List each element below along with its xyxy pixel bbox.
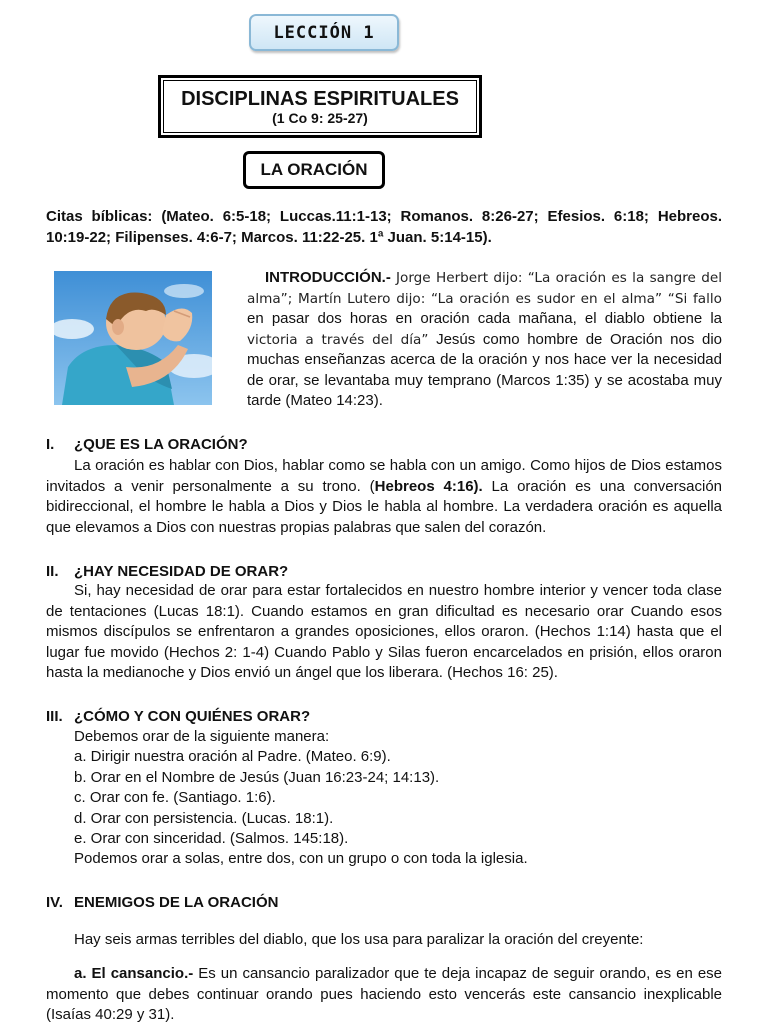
section-3-intro: Debemos orar de la siguiente manera: <box>74 728 330 745</box>
citations-label: Citas bíblicas: <box>46 208 153 225</box>
section-3-closing: Podemos orar a solas, entre dos, con un grupo o con toda la iglesia. <box>74 850 528 868</box>
section-2-heading <box>46 562 288 582</box>
section-1-title: ¿QUE ES LA ORACIÓN? <box>74 436 248 453</box>
list-item: a. Dirigir nuestra oración al Padre. (Mateo. 6:9). <box>74 748 391 766</box>
list-item: d. Orar con persistencia. (Lucas. 18:1). <box>74 809 334 827</box>
section-1-text-b: La oración es una conversación bidireccional, el hombre le habla a Dios y Dios le habla al hombre. La verdadera oración es aquella que elevamos a Dios con nuestras propias palabras que salen del corazón. <box>46 477 723 536</box>
introduction <box>247 268 722 412</box>
topic-box: LA ORACIÓN <box>243 151 385 189</box>
bible-citations <box>46 207 722 248</box>
section-3-title: ¿CÓMO Y CON QUIÉNES ORAR? <box>74 708 311 725</box>
praying-child-image <box>54 271 212 405</box>
intro-line3: en pasar dos horas en oración cada mañana, el diablo obtiene la <box>247 310 722 327</box>
citations-text: (Mateo. 6:5-18; Luccas.11:1-13; Romanos. 8:26-27; Efesios. 6:18; Hebreos. 10:19-22; Filipenses. 4:6-7; Marcos. 11:22-25. 1ª Juan. 5:14-15). <box>46 208 723 246</box>
section-1-heading <box>46 435 248 455</box>
section-1-body <box>46 456 722 538</box>
lesson-label: LECCIÓN 1 <box>249 14 399 51</box>
section-1-number: I. <box>46 436 55 453</box>
item-a-text: Es un cansancio paralizador que te deja incapaz de seguir orando, es en ese momento que debes continuar orando pues haciendo esto vencerás este cansancio inexplicable (Isaías 40:29 y 31). <box>46 965 723 1023</box>
praying-child-illustration <box>54 271 212 405</box>
title-reference: (1 Co 9: 25-27) <box>272 110 368 126</box>
section-2-title: ¿HAY NECESIDAD DE ORAR? <box>74 563 289 580</box>
section-2-number: II. <box>46 563 59 580</box>
section-1-text-a: La oración es hablar con Dios, hablar como se habla con un amigo. Como hijos de Dios estamos invitados a venir personalmente a su trono. ( <box>46 457 722 495</box>
section-4-intro: Hay seis armas terribles del diablo, que los usa para paralizar la oración del creyente: <box>74 931 644 948</box>
section-1-reference: Hebreos 4:16). <box>374 477 483 495</box>
item-a-label: a. El cansancio.- <box>74 965 194 982</box>
section-4-item-a <box>46 964 722 1026</box>
section-4-number: IV. <box>46 894 63 911</box>
list-item: c. Orar con fe. (Santiago. 1:6). <box>74 789 276 807</box>
intro-quotes: Jorge Herbert dijo: “La oración es la sangre del alma”; Martín Lutero dijo: “La oración es sudor en el alma” “Si fallo <box>247 270 722 307</box>
intro-line4: victoria a través del día” <box>247 331 429 348</box>
page-title: DISCIPLINAS ESPIRITUALES <box>181 88 459 110</box>
list-item: e. Orar con sinceridad. (Salmos. 145:18). <box>74 830 349 848</box>
section-4-heading <box>46 893 278 913</box>
section-4-title: ENEMIGOS DE LA ORACIÓN <box>74 894 279 911</box>
section-2-body: Si, hay necesidad de orar para estar fortalecidos en nuestro hombre interior y vencer toda clase de tentaciones (Lucas 18:1). Cuando estamos en gran dificultad es necesario orar Cuando esos mismos discípulos se enfrentaron a grandes oposiciones, ellos oraron. (Hechos 1:14) hasta que el lugar fue movido (Hechos 2: 1-4) Cuando Pablo y Silas fueron encarcelados en prisión, ellos oraron hasta la medianoche y Dios envió un ángel que los liberara. (Hechos 16: 25). <box>46 582 722 681</box>
section-3-number: III. <box>46 708 63 725</box>
section-3-heading <box>46 707 310 727</box>
section-3-list <box>74 727 724 870</box>
list-item: b. Orar en el Nombre de Jesús (Juan 16:23-24; 14:13). <box>74 768 440 786</box>
title-box-inner <box>163 80 477 133</box>
title-box <box>158 75 482 138</box>
intro-rest: Jesús como hombre de Oración nos dio muchas enseñanzas acerca de la oración y nos hace ver la necesidad de orar, se levantaba muy temprano (Marcos 1:35) y se acostaba muy tarde (Mateo 14:23). <box>247 330 723 409</box>
intro-label: INTRODUCCIÓN.- <box>265 269 391 286</box>
